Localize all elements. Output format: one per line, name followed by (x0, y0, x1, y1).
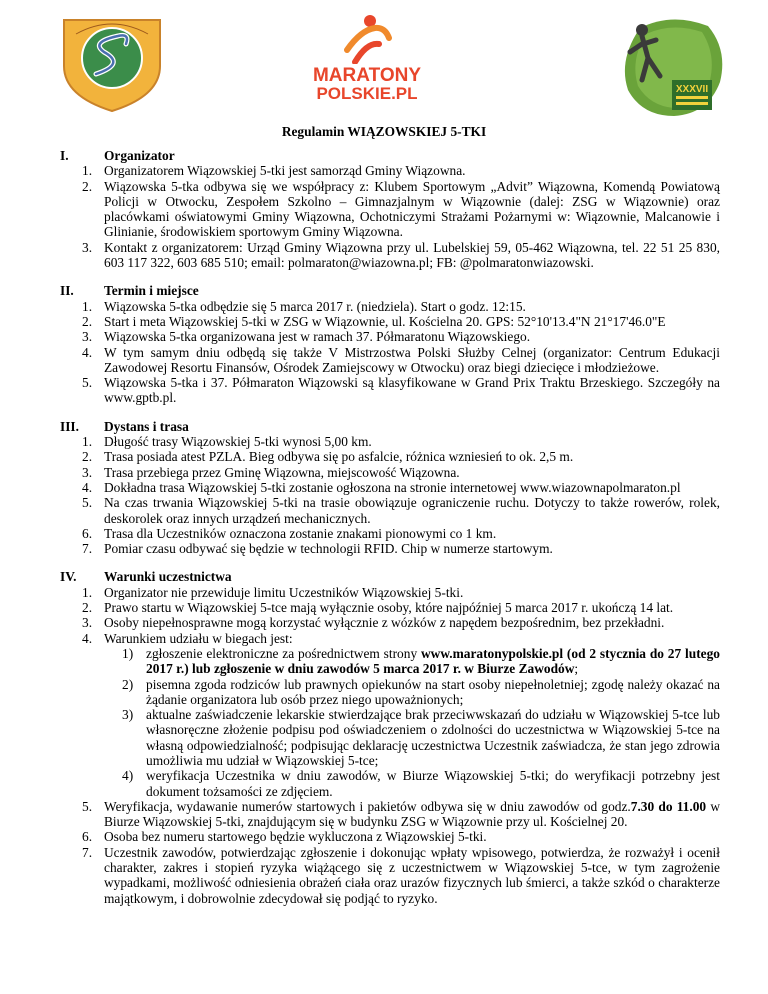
list-item: 3. Trasa przebiega przez Gminę Wiązowna, miejscowość Wiązowna. (82, 464, 460, 480)
section-warunki-uczestnictwa (60, 569, 720, 906)
section-title: Warunki uczestnictwa (104, 569, 232, 585)
page-title: Regulamin WIĄZOWSKIEJ 5-TKI (281, 124, 487, 139)
edition-label: XXXVII (675, 84, 709, 95)
runner-icon (341, 14, 393, 64)
list-item: 4. W tym samym dniu odbędą się także V Mistrzostwa Polski Służby Celnej (organizator: Centrum Edukacji Zawodowej Resortu Finansów, Ośrodek Zamiejscowy w Otwocku) oraz biegi dziecięce i młodzieżowe. (82, 344, 720, 375)
list-item: 1. Długość trasy Wiązowskiej 5-tki wynosi 5,00 km. (82, 434, 372, 450)
polmaraton-wiazowski-logo (612, 10, 732, 122)
section-heading (60, 418, 720, 434)
section-organizator (60, 148, 720, 271)
section-number: I. (60, 148, 69, 163)
list-item: 3. Osoby niepełnosprawne mogą korzystać wyłącznie z wózków z napędem bezpośrednim, bez przekładni. (82, 615, 665, 631)
list-item: 6. Osoba bez numeru startowego będzie wykluczona z Wiązowskiej 5-tki. (82, 829, 487, 845)
polskie-logo-text: POLSKIE.PL (316, 84, 418, 103)
section-title: Organizator (104, 148, 175, 163)
section-heading (60, 283, 720, 299)
list-item: 4. Dokładna trasa Wiązowskiej 5-tki zostanie ogłoszona na stronie internetowej www.wiazownapolmaraton.pl (82, 479, 681, 495)
maratony-logo-text: MARATONY (312, 65, 422, 86)
list-item: 7. Uczestnik zawodów, potwierdzając zgłoszenie i dokonując wpłaty wpisowego, potwierdza, że rozważył i ocenił charakter, zakres i stopień ryzyka wiążącego się z uczestnictwem w Wiązowskiej 5-tce, w tym zagrożenie wypadkami, możliwość odniesienia obrażeń ciała oraz urazów fizycznych lub śmierci, a także szkód o charakterze majątkowym, i dobrowolnie zdecydował się podjąć to ryzyko. (82, 844, 720, 906)
list-item: 3. Wiązowska 5-tka organizowana jest w ramach 37. Półmaratonu Wiązowskiego. (82, 329, 531, 345)
section-number: IV. (60, 569, 77, 585)
section-dystans-i-trasa (60, 418, 720, 557)
list-item: 1. Wiązowska 5-tka odbędzie się 5 marca 2017 r. (niedziela). Start o godz. 12:15. (82, 298, 526, 314)
sub-list-item: 2) pisemna zgoda rodziców lub prawnych opiekunów na start osoby niepełnoletniej; zgodę należy okazać na żądanie organizatora lub osób przez niego upoważnionych; (122, 676, 720, 707)
section-number: III. (60, 418, 79, 434)
document-body (60, 148, 720, 906)
list-item: 5. Na czas trwania Wiązowskiej 5-tki na trasie obowiązuje ograniczenie ruchu. Dotyczy to także rowerów, rolek, deskorolek oraz innych urządzeń mechanicznych. (82, 495, 720, 526)
list-item: 5. Weryfikacja, wydawanie numerów startowych i pakietów odbywa się w dniu zawodów od godz.7.30 do 11.00 w Biurze Wiązowskiej 5-tki, znajdującym się w budynku ZSG w Wiązownie przy ul. Kościelnej 20. (82, 798, 720, 830)
maratony-polskie-logo (302, 14, 432, 106)
list-item: 3. Kontakt z organizatorem: Urząd Gminy Wiązowna przy ul. Lubelskiej 59, 05-462 Wiązowna, tel. 22 51 25 830, 603 117 322, 603 685 510; email: polmaraton@wiazowna.pl; FB: @polmaratonwiazowski. (82, 239, 720, 271)
list-item: 1. Organizator nie przewiduje limitu Uczestników Wiązowskiej 5-tki. (82, 584, 464, 600)
section-number: II. (60, 283, 74, 299)
list-item: 4. Warunkiem udziału w biegach jest: 1) zgłoszenie elektroniczne za pośrednictwem strony www.maratonypolskie.pl (od 2 stycznia do 27 lutego 2017 r.) lub zgłoszenie w dniu zawodów 5 marca 2017 r. w Biurze Zawodów; 2) pisemna zgoda rodziców lub prawnych opiekunów na start osoby niepełnoletniej; zgodę należy okazać na żądanie organizatora lub osób przez niego upoważnionych; 3) aktualne zaświadczenie lekarskie stwierdzające brak przeciwwskazań do udziału w Wiązowskiej 5-tce lub własnoręczne złożenie podpisu pod oświadczeniem o zdolności do uczestnictwa w Wiązowskiej 5-tce na własną odpowiedzialność; podpisując deklarację uczestnictwa Uczestnik zaświadcza, że stan jego zdrowia umożliwia mu udział w Wiązowskiej 5-tce; 4) weryfikacja Uczestnika w dniu zawodów, w Biurze Wiązowskiej 5-tki; do weryfikacji potrzebny jest dokument tożsamości ze zdjęciem. (82, 630, 720, 799)
section-termin-i-miejsce (60, 283, 720, 406)
list-item: 7. Pomiar czasu odbywać się będzie w technologii RFID. Chip w numerze startowym. (82, 541, 553, 557)
section-heading (60, 148, 720, 163)
sub-list-item: 4) weryfikacja Uczestnika w dniu zawodów, w Biurze Wiązowskiej 5-tki; do weryfikacji potrzebny jest dokument tożsamości ze zdjęciem. (122, 768, 720, 799)
list-item: 2. Wiązowska 5-tka odbywa się we współpracy z: Klubem Sportowym „Advit” Wiązowna, Komendą Powiatową Policji w Otwocku, Zespołem Szkolno – Gimnazjalnym w Wiązownie (dalej: ZSG w Wiązownie) oraz placówkami oświatowymi Gminy Wiązowna, Ochotniczymi Strażami Pożarnymi w: Wiązownie, Malcanowie i Glinianie, środowiskiem sportowym Gminy Wiązowna. (82, 178, 720, 240)
section-heading (60, 569, 720, 585)
list-item: 2. Start i meta Wiązowskiej 5-tki w ZSG w Wiązownie, ul. Kościelna 20. GPS: 52°10'13.4"N 21°17'46.0"E (82, 313, 666, 329)
shield-emblem-icon (56, 14, 168, 114)
map-runner-icon (612, 10, 732, 122)
list-item: 2. Trasa posiada atest PZLA. Bieg odbywa się po asfalcie, różnica wzniesień to ok. 2,5 m. (82, 449, 574, 465)
section-title: Termin i miejsce (104, 283, 199, 299)
sub-list-item: 1) zgłoszenie elektroniczne za pośrednictwem strony www.maratonypolskie.pl (od 2 stycznia do 27 lutego 2017 r.) lub zgłoszenie w dniu zawodów 5 marca 2017 r. w Biurze Zawodów; (122, 645, 720, 677)
sub-list-item: 3) aktualne zaświadczenie lekarskie stwierdzające brak przeciwwskazań do udziału w Wiązowskiej 5-tce lub własnoręczne złożenie podpisu pod oświadczeniem o zdolności do uczestnictwa w Wiązowskiej 5-tce na własną odpowiedzialność; podpisując deklarację uczestnictwa Uczestnik zaświadcza, że stan jego zdrowia umożliwia mu udział w Wiązowskiej 5-tce; (122, 707, 720, 768)
list-item: 5. Wiązowska 5-tka i 37. Półmaraton Wiązowski są klasyfikowane w Grand Prix Traktu Brzeskiego. Szczegóły na www.gptb.pl. (82, 375, 720, 406)
list-item: 1. Organizatorem Wiązowskiej 5-tki jest samorząd Gminy Wiązowna. (82, 163, 466, 179)
list-item: 6. Trasa dla Uczestników oznaczona zostanie znakami pionowymi co 1 km. (82, 525, 497, 541)
section-title: Dystans i trasa (104, 418, 189, 434)
gmina-wiazowna-logo (56, 14, 168, 114)
list-item: 2. Prawo startu w Wiązowskiej 5-tce mają wyłącznie osoby, które najpóźniej 5 marca 2017 r. ukończą 14 lat. (82, 600, 674, 616)
